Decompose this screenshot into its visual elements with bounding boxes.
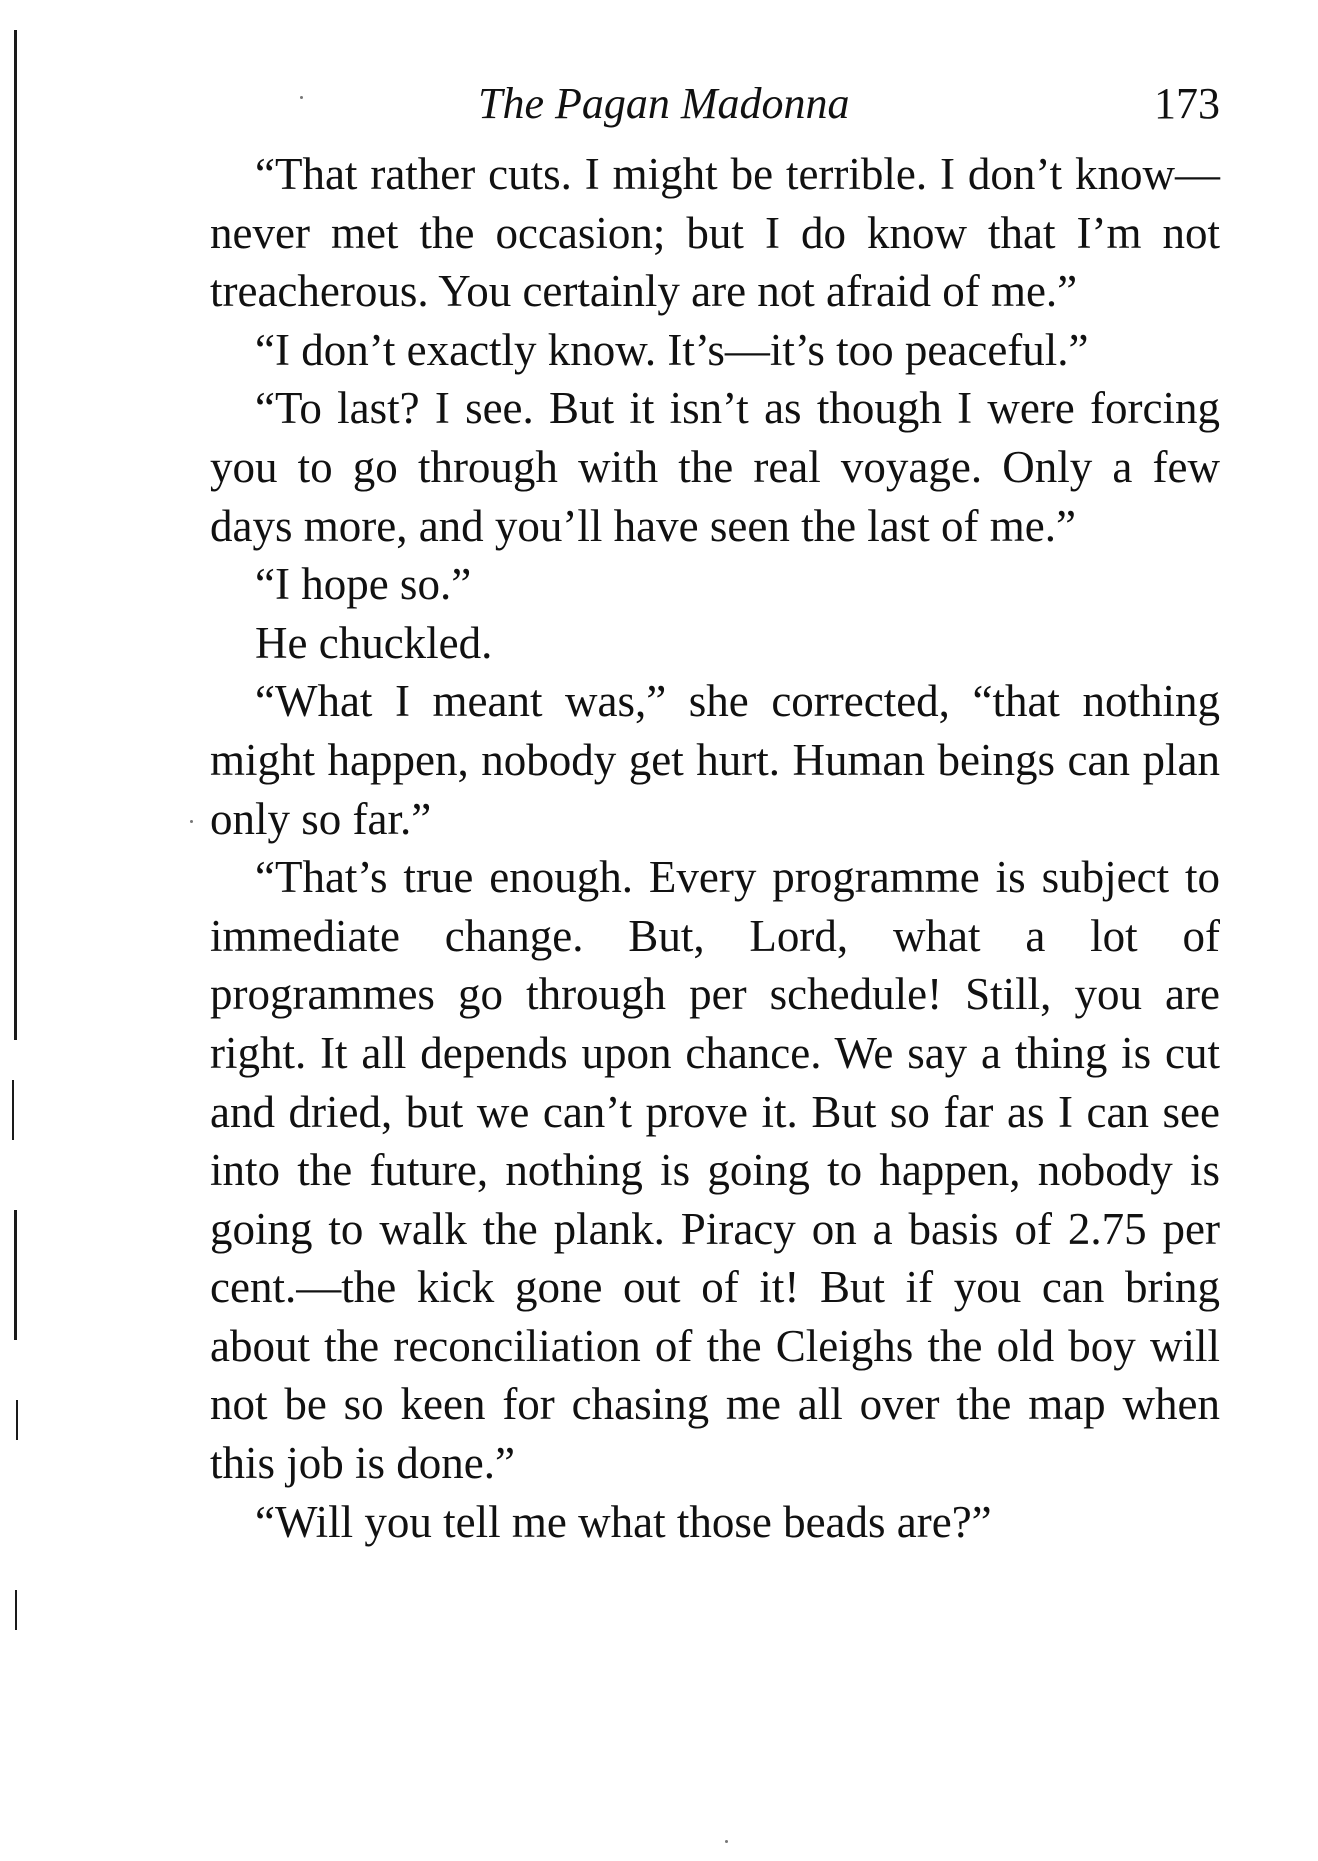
running-head bbox=[210, 74, 1220, 134]
binding-edge-shadow bbox=[16, 1400, 18, 1440]
binding-edge-shadow bbox=[12, 1080, 14, 1140]
paragraph: He chuckled. bbox=[255, 617, 493, 668]
page-number: 173 bbox=[1154, 79, 1220, 128]
body-text bbox=[210, 145, 1220, 1551]
paragraph: “What I meant was,” she corrected, “that nothing might happen, nobody get hurt. Human beings can plan only so far.” bbox=[210, 676, 1220, 844]
paragraph: “To last? I see. But it isn’t as though I were forcing you to go through with the real voyage. Only a few days more, and you’ll have seen the last of me.” bbox=[210, 383, 1220, 551]
running-title: The Pagan Madonna bbox=[478, 79, 850, 128]
binding-edge-shadow bbox=[14, 30, 17, 1040]
paragraph: “I hope so.” bbox=[255, 559, 472, 610]
paragraph: “I don’t exactly know. It’s—it’s too peaceful.” bbox=[255, 324, 1089, 375]
print-speck bbox=[190, 820, 193, 823]
paragraph: “That rather cuts. I might be terrible. I don’t know—never met the occasion; but I do know that I’m not treacherous. You certainly are not afraid of me.” bbox=[210, 149, 1220, 317]
binding-edge-shadow bbox=[14, 1210, 17, 1340]
paragraph: “That’s true enough. Every programme is subject to immediate change. But, Lord, what a lot of programmes go through per schedule! Still, you are right. It all depends upon chance. We say a thing is cut and dried, but we can’t prove it. But so far as I can see into the future, nothing is going to happen, nobody is going to walk the plank. Piracy on a basis of 2.75 per cent.—the kick gone out of it! But if you can bring about the reconciliation of the Cleighs the old boy will not be so keen for chasing me all over the map when this job is done.” bbox=[210, 852, 1220, 1489]
paragraph: “Will you tell me what those beads are?” bbox=[255, 1496, 992, 1547]
print-speck bbox=[725, 1840, 728, 1843]
binding-edge-shadow bbox=[15, 1590, 17, 1630]
